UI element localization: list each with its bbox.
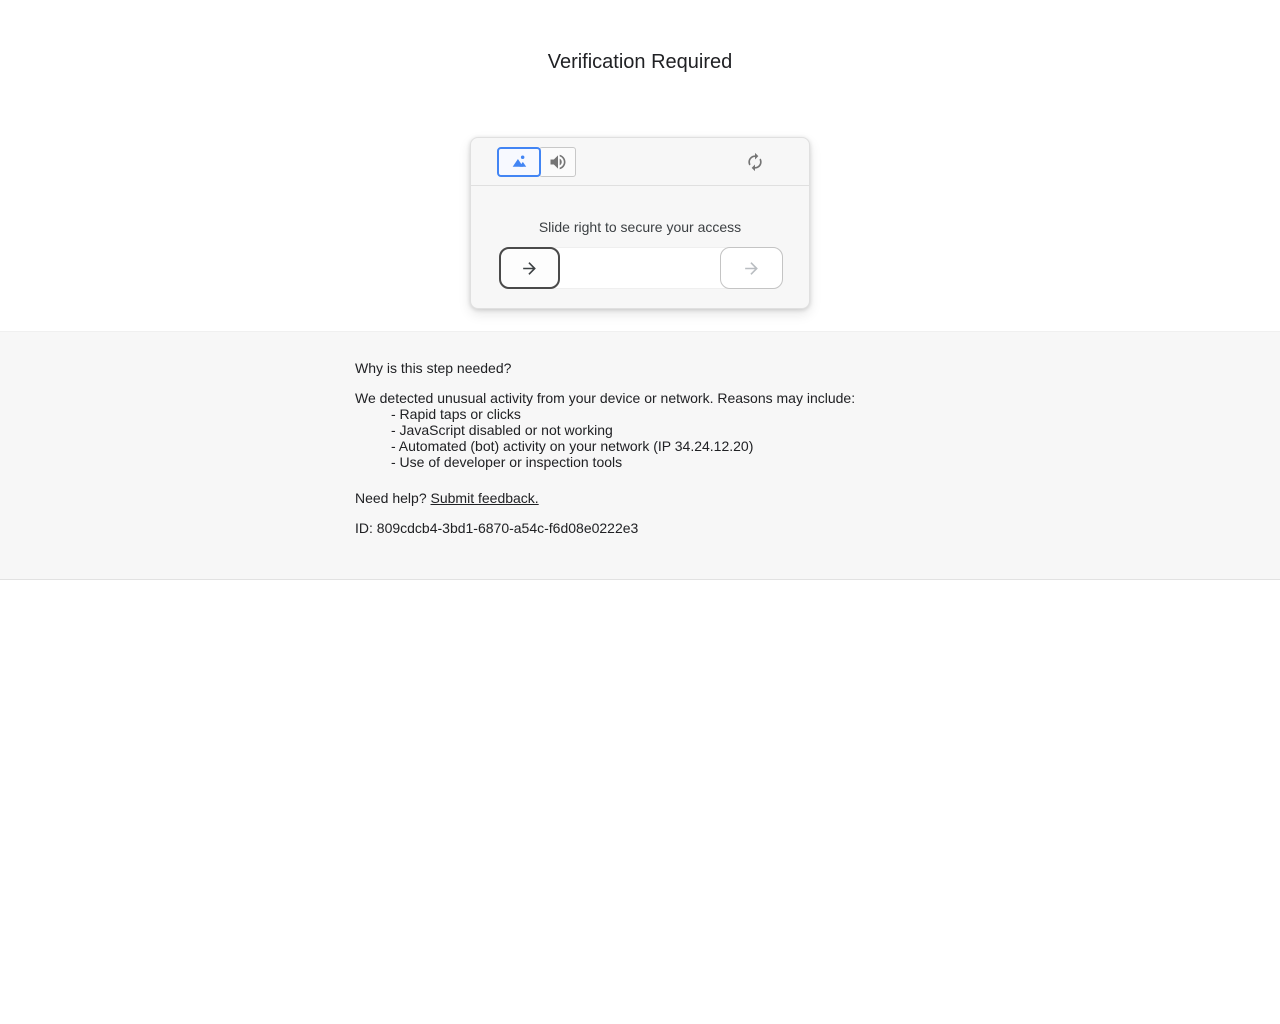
captcha-toolbar [471,138,809,186]
refresh-icon [745,152,765,172]
arrow-forward-icon [742,259,761,278]
reason-item: - Automated (bot) activity on your network (IP 34.24.12.20) [391,438,754,454]
captcha-card [470,137,810,309]
reason-item: - Use of developer or inspection tools [391,454,623,470]
slider-track[interactable] [499,247,783,289]
audio-mode-button[interactable] [539,147,576,177]
slider-target [720,247,783,289]
captcha-mode-toggle-group [497,147,576,177]
info-heading: Why is this step needed? [355,360,512,376]
page-title: Verification Required [547,51,733,73]
refresh-captcha-button[interactable] [745,152,765,172]
reason-item: - JavaScript disabled or not working [391,422,613,438]
slide-instruction: Slide right to secure your access [538,219,742,235]
submit-feedback-link[interactable]: Submit feedback. [430,490,539,506]
arrow-forward-icon [520,259,539,278]
image-icon [509,151,530,172]
reason-list [355,406,1240,470]
help-prefix: Need help? [355,490,431,506]
captcha-body [471,220,809,289]
help-line [355,490,1240,506]
slider-handle[interactable] [499,247,560,289]
image-mode-button[interactable] [497,147,541,177]
info-intro: We detected unusual activity from your device or network. Reasons may include: [355,390,856,406]
reason-item: - Rapid taps or clicks [391,406,521,422]
verification-id: ID: 809cdcb4-3bd1-6870-a54c-f6d08e0222e3 [355,520,639,536]
info-band [0,331,1280,580]
volume-icon [548,152,568,172]
